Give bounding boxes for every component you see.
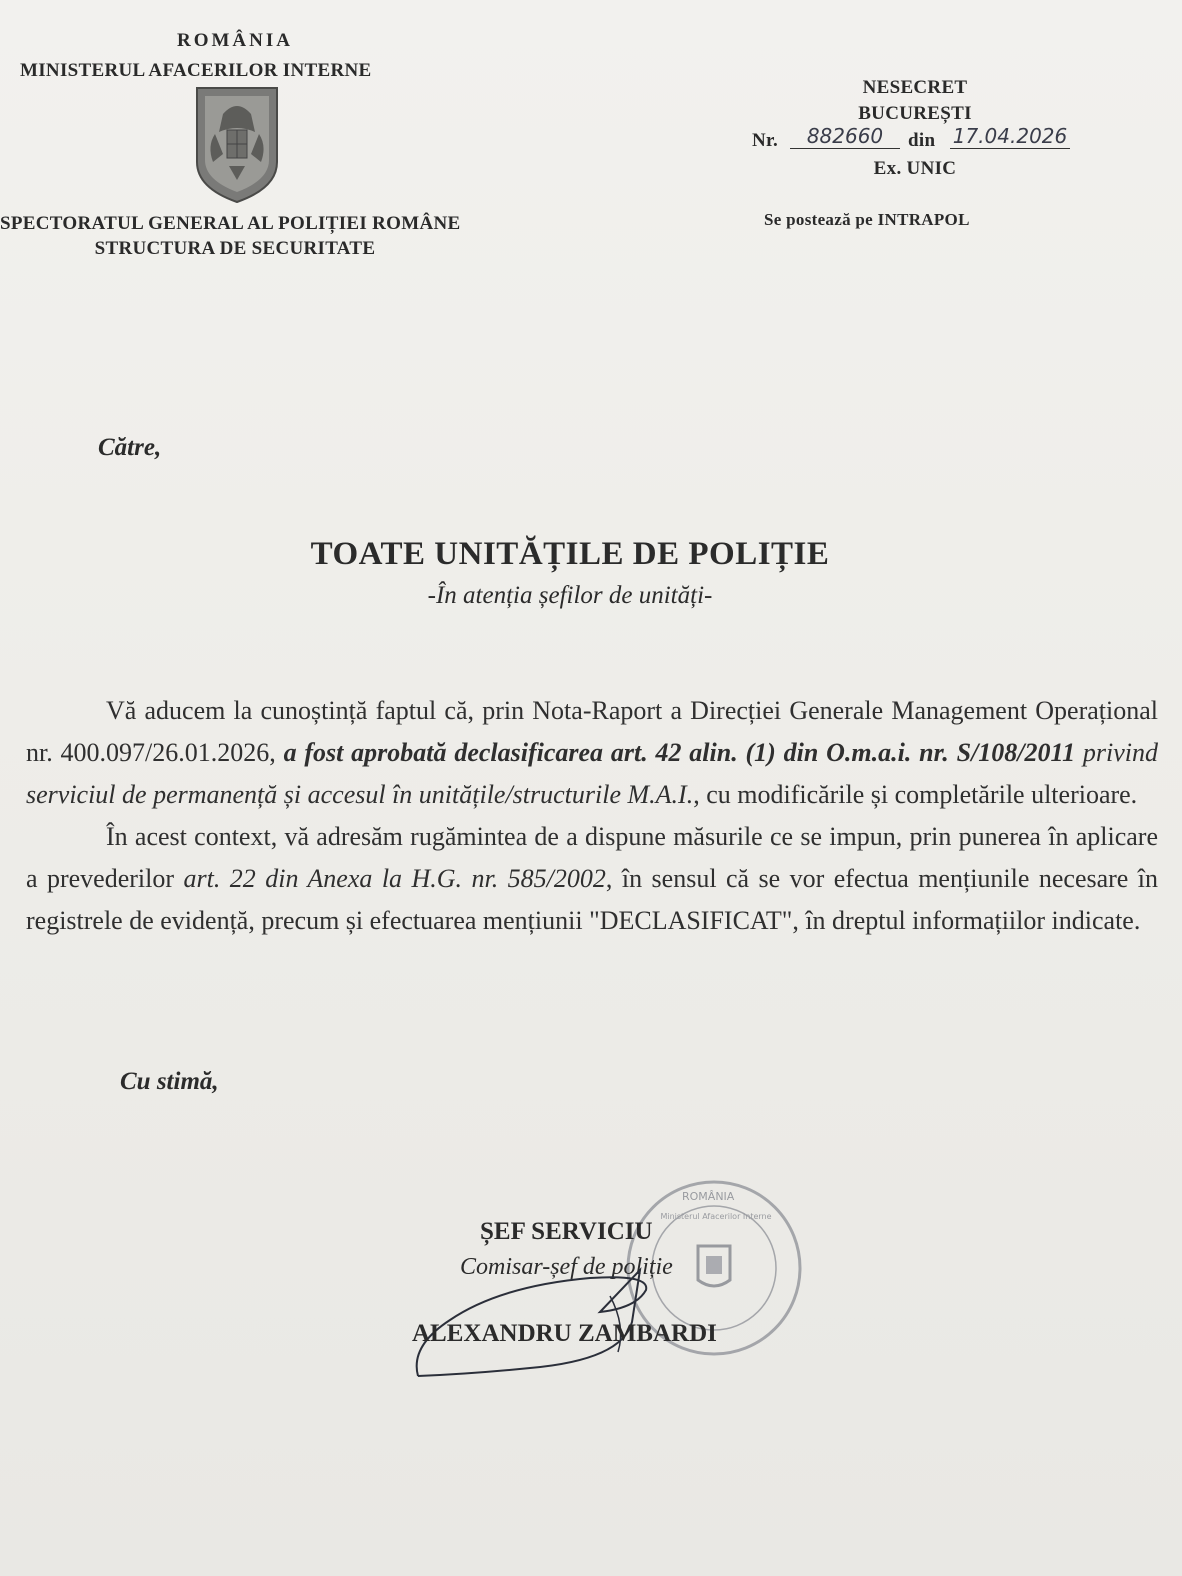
paragraph-2	[26, 816, 1158, 942]
p2-text-b: art. 22 din Anexa la H.G. nr. 585/2002	[183, 864, 606, 893]
nr-label: Nr.	[752, 130, 779, 151]
recipient-title: TOATE UNITĂȚILE DE POLIȚIE	[310, 536, 830, 572]
p1-text-b: a fost aprobată declasificarea art. 42 alin. (1) din O.m.a.i. nr. S/108/2011	[283, 738, 1076, 767]
signature-rank: Comisar-șef de poliție	[460, 1254, 673, 1280]
paragraph-1	[26, 690, 1158, 816]
coat-of-arms-icon	[193, 84, 281, 206]
din-label: din	[908, 130, 936, 151]
signature-role: ȘEF SERVICIU	[480, 1218, 653, 1245]
nr-value: 882660	[790, 124, 900, 149]
classification-label: NESECRET	[862, 77, 968, 98]
signature-name: ALEXANDRU ZAMBARDI	[412, 1320, 717, 1347]
recipient-subtitle: -În atenția șefilor de unități-	[427, 582, 713, 609]
p1-text-a: Vă aducem la cunoștință faptul că, prin Nota-Raport a Direcției Generale Management Operațional nr. 400.097/26.01.2026,	[26, 696, 1158, 767]
header-country: ROMÂNIA	[177, 30, 293, 51]
closing-label: Cu stimă,	[120, 1068, 219, 1095]
city-label: BUCUREȘTI	[858, 103, 972, 124]
date-value: 17.04.2026	[950, 124, 1070, 149]
letter-body	[26, 690, 1158, 942]
to-label: Către,	[98, 434, 162, 461]
copy-label: Ex. UNIC	[873, 158, 957, 179]
header-inspectorate: SPECTORATUL GENERAL AL POLIȚIEI ROMÂNE	[0, 213, 461, 234]
p2-text-a: În acest context, vă adresăm rugămintea de a dispune măsurile ce se impun, prin punerea în aplicare a prevederilor	[26, 822, 1158, 893]
header-structure: STRUCTURA DE SECURITATE	[94, 238, 376, 259]
stamp-ring-text: Ministerul Afacerilor Interne	[660, 1212, 772, 1221]
registration-number-line	[752, 124, 1082, 154]
stamp-top-text: ROMÂNIA	[682, 1190, 735, 1203]
p1-text-c: privind serviciul de permanență și accesul în unitățile/structurile M.A.I.	[26, 738, 1159, 809]
posting-label: Se postează pe INTRAPOL	[764, 210, 970, 229]
p2-text-c: , în sensul că se vor efectua mențiunile necesare în registrele de evidență, precum și efectuarea mențiunii "DECLASIFICAT", în dreptul informațiilor indicate.	[26, 864, 1159, 935]
p1-text-d: , cu modificările și completările ulterioare.	[693, 780, 1138, 809]
header-ministry: MINISTERUL AFACERILOR INTERNE	[20, 60, 372, 81]
